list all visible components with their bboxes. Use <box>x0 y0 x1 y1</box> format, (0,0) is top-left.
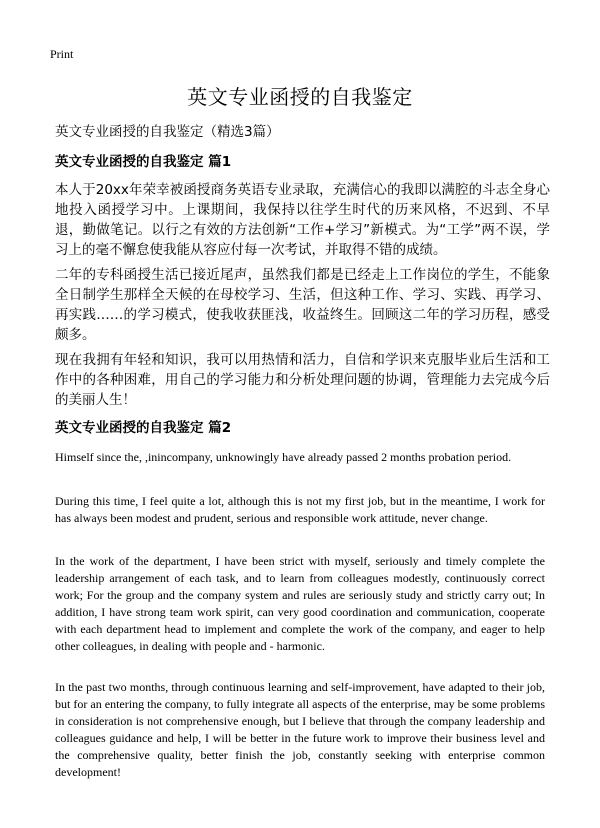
document-title: 英文专业函授的自我鉴定 <box>187 85 413 109</box>
section-2-paragraph-1: Himself since the, ,inincompany, unknowingly have already passed 2 months probation period. <box>55 450 512 464</box>
section-2-paragraph-3: In the work of the department, I have been strict with myself, seriously and timely complete the leadership arrangement of each task, and to learn from colleagues modestly, continuously correct work; For the group and the company system and rules are seriously study and strictly carry out; In addition, I have strong team work spirit, can very good coordination and communication, cooperate with each department head to implement and complete the work of the company, and eager to help other colleagues, in dealing with people and - harmonic. <box>55 554 545 653</box>
section-heading-2: 英文专业函授的自我鉴定 篇2 <box>55 420 232 436</box>
section-1-paragraph-2: 二年的专科函授生活已接近尾声，虽然我们都是已经走上工作岗位的学生，不能象全日制学生那样全天候的在母校学习、生活，但这种工作、学习、实践、再学习、再实践……的学习模式，使我收获匪浅，收益终生。回顾这二年的学习历程，感受颇多。 <box>55 267 550 343</box>
print-label: Print <box>50 47 74 61</box>
section-1-paragraph-1: 本人于20xx年荣幸被函授商务英语专业录取，充满信心的我即以满腔的斗志全身心地投入函授学习中。上课期间，我保持以往学生时代的历来风格，不迟到、不早退，勤做笔记。以行之有效的方法创新“工作+学习”新模式。为“工学”两不误，学习上的毫不懈怠使我能从容应付每一次考试，并取得不错的成绩。 <box>55 182 550 258</box>
section-1-paragraph-3: 现在我拥有年轻和知识，我可以用热情和活力，自信和学识来克服毕业后生活和工作中的各种困难，用自己的学习能力和分析处理问题的协调，管理能力去完成今后的美丽人生！ <box>55 352 550 408</box>
document-subtitle: 英文专业函授的自我鉴定（精选3篇） <box>55 124 280 140</box>
section-heading-1: 英文专业函授的自我鉴定 篇1 <box>55 154 232 170</box>
section-2-paragraph-2: During this time, I feel quite a lot, although this is not my first job, but in the meantime, I work for has always been modest and prudent, serious and responsible work attitude, never change. <box>55 494 545 525</box>
section-2-paragraph-4: In the past two months, through continuous learning and self-improvement, have adapted to their job, but for an entering the company, to fully integrate all aspects of the enterprise, may be some problems in consideration is not comprehensive enough, but I believe that through the company leadership and colleagues guidance and help, I will be better in the future work to improve their business level and the comprehensive quality, better finish the job, constantly seeking with enterprise common development! <box>55 680 545 779</box>
